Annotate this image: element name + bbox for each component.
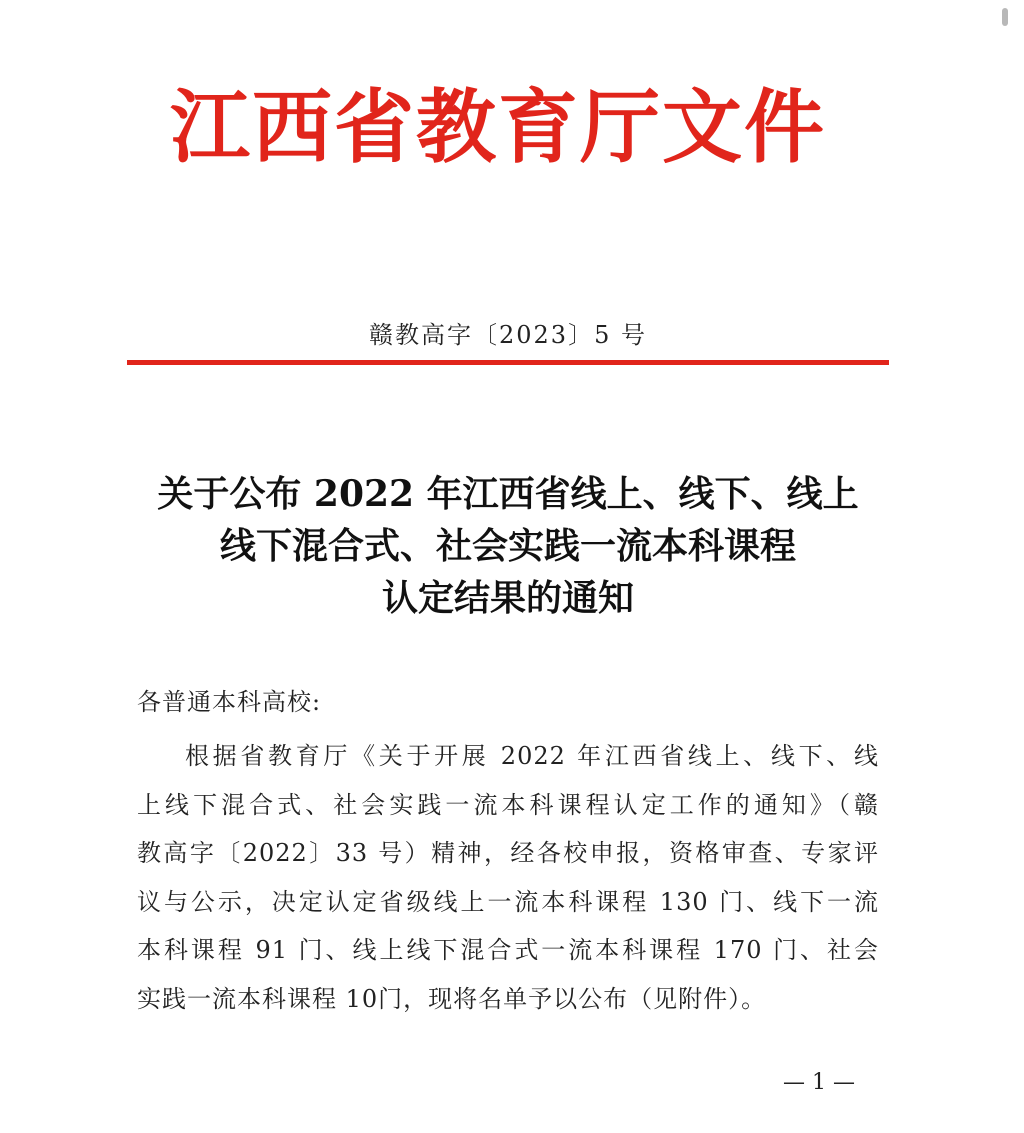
body-line: 教高字〔2022〕33 号）精神，经各校申报，资格审查、专家评 (137, 839, 879, 867)
scroll-indicator (1002, 8, 1008, 26)
body-line: 上线下混合式、社会实践一流本科课程认定工作的通知》（赣 (137, 790, 879, 819)
notice-title-line: 线下混合式、社会实践一流本科课程 (219, 525, 796, 567)
document-number: 赣教高字〔2023〕5 号 (369, 321, 647, 349)
notice-title (100, 468, 916, 624)
body-line: 本科课程 91 门、线上线下混合式一流本科课程 170 门、社会 (137, 936, 879, 964)
body-line: 议与公示，决定认定省级线上一流本科课程 130 门、线下一流 (137, 887, 879, 916)
salutation: 各普通本科高校: (137, 688, 322, 716)
page-number: — 1 — (783, 1070, 855, 1095)
body-paragraph (137, 732, 879, 1023)
notice-title-line: 认定结果的通知 (381, 577, 634, 619)
body-line: 根据省教育厅《关于开展 2022 年江西省线上、线下、线 (185, 742, 879, 770)
masthead-title: 江西省教育厅文件 (170, 81, 826, 174)
red-divider-line (127, 360, 889, 365)
notice-title-line: 关于公布 2022 年江西省线上、线下、线上 (157, 473, 859, 515)
body-line: 实践一流本科课程 10门，现将名单予以公布（见附件）。 (137, 984, 767, 1013)
